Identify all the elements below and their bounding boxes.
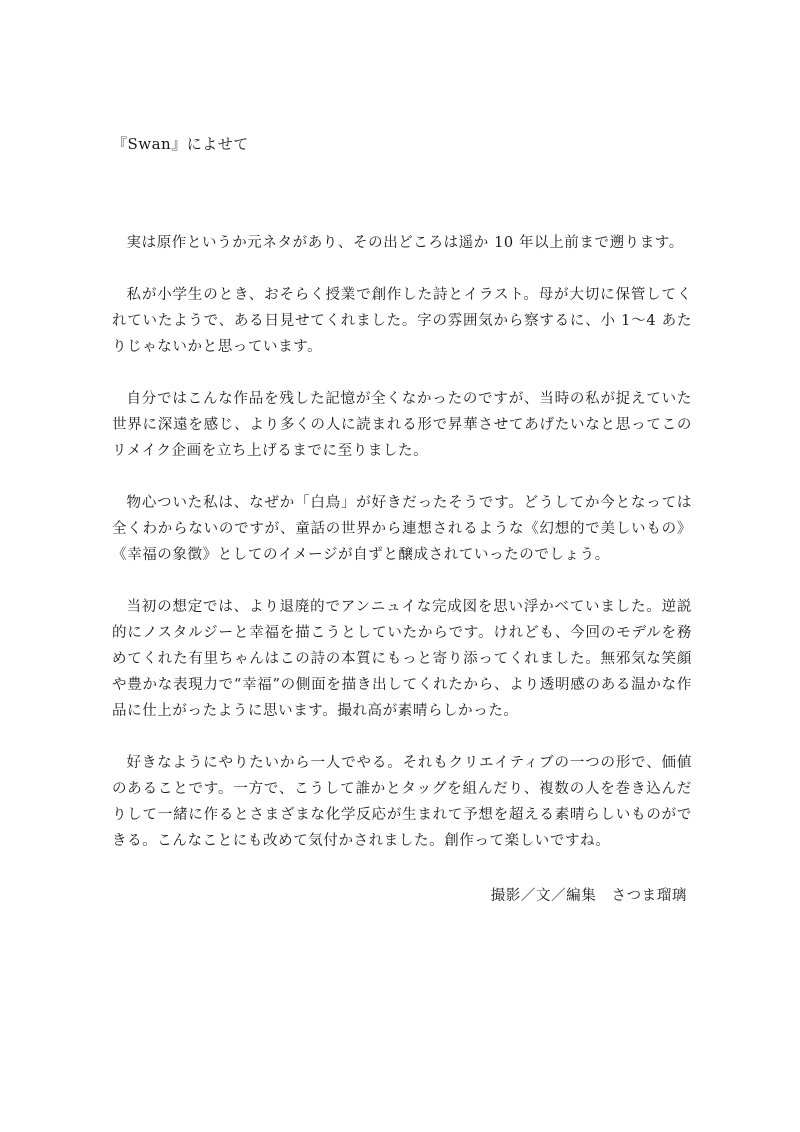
author-credit: 撮影／文／編集 さつま瑠璃 [490, 888, 687, 904]
paragraph-5: 当初の想定では、より退廃的でアンニュイな完成図を思い浮かべていました。逆説的にノスタルジーと幸福を描こうとしていたからです。けれども、今回のモデルを務めてくれた有里ちゃんはこの詩の本質にもっと寄り添ってくれました。無邪気な笑顔や豊かな表現力で“幸福”の側面を描き出してくれたから、より透明感のある温かな作品に仕上がったように思います。撮れ高が素晴らしかった。 [112, 599, 692, 719]
document-body [112, 230, 692, 880]
paragraph-4: 物心ついた私は、なぜか「白鳥」が好きだったそうです。どうしてか今となっては全くわからないのですが、童話の世界から連想されるような《幻想的で美しいもの》《幸福の象徴》としてのイメージが自ずと醸成されていったのでしょう。 [112, 495, 692, 563]
document-title: 『Swan』によせて [112, 135, 249, 153]
paragraph-3: 自分ではこんな作品を残した記憶が全くなかったのですが、当時の私が捉えていた世界に深遠を感じ、より多くの人に読まれる形で昇華させてあげたいなと思ってこのリメイク企画を立ち上げるまでに至りました。 [112, 391, 692, 459]
paragraph-6: 好きなようにやりたいから一人でやる。それもクリエイティブの一つの形で、価値のあることです。一方で、こうして誰かとタッグを組んだり、複数の人を巻き込んだりして一緒に作るとさまざまな化学反応が生まれて予想を超える素晴らしいものができる。こんなことにも改めて気付かされました。創作って楽しいですね。 [112, 755, 692, 849]
paragraph-2: 私が小学生のとき、おそらく授業で創作した詩とイラスト。母が大切に保管してくれていたようで、ある日見せてくれました。字の雰囲気から察するに、小 1〜4 あたりじゃないかと思っています。 [112, 287, 692, 355]
paragraph-1: 実は原作というか元ネタがあり、その出どころは遥か 10 年以上前まで遡ります。 [126, 235, 684, 251]
